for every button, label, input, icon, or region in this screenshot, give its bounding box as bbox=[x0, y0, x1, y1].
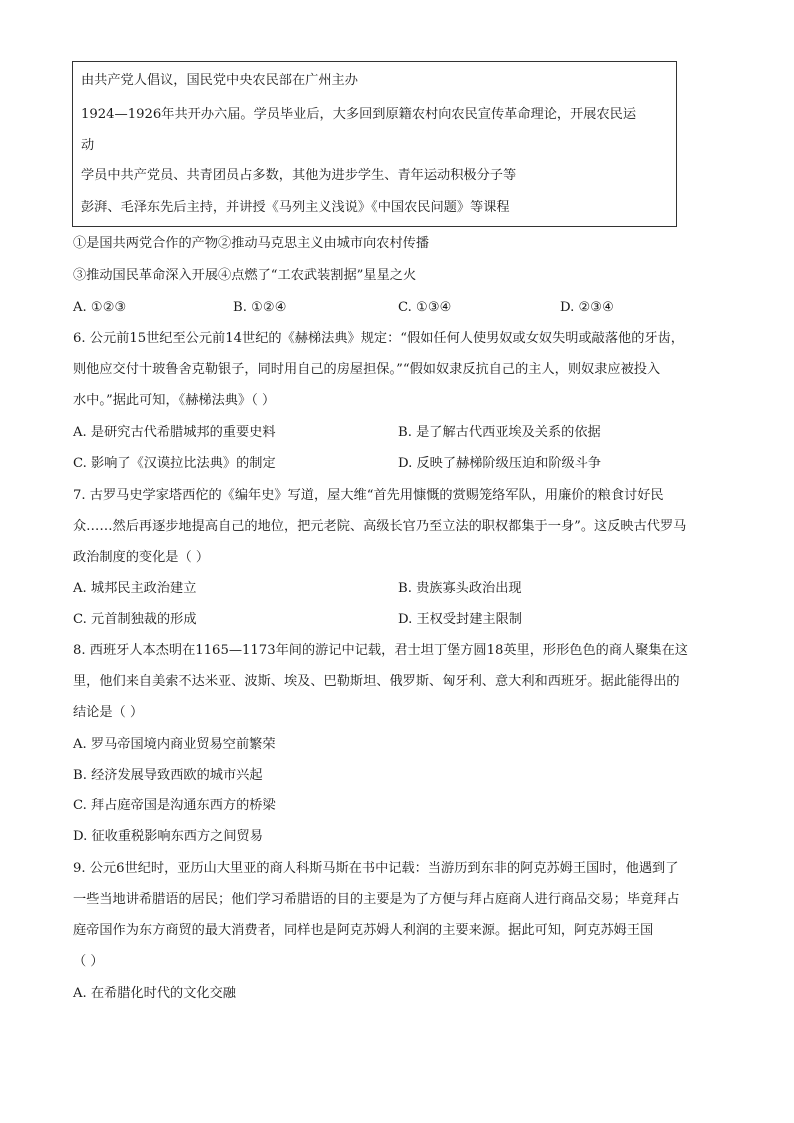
table-row: 由共产党人倡议，国民党中央农民部在广州主办 bbox=[81, 73, 358, 88]
q8-option-c[interactable]: C. 拜占庭帝国是沟通东西方的桥梁 bbox=[73, 798, 276, 813]
q7-stem-line: 7. 古罗马史学家塔西佗的《编年史》写道，屋大维“首先用慷慨的赏赐笼络军队，用廉价的粮食讨好民 bbox=[73, 488, 664, 503]
q5-option-b[interactable]: B. ①②④ bbox=[233, 300, 287, 315]
q6-option-a[interactable]: A. 是研究古代希腊城邦的重要史料 bbox=[73, 425, 276, 440]
q6-option-d[interactable]: D. 反映了赫梯阶级压迫和阶级斗争 bbox=[398, 456, 602, 471]
q8-stem-line: 结论是（ ） bbox=[73, 705, 144, 720]
table-row: 彭湃、毛泽东先后主持，并讲授《马列主义浅说》《中国农民问题》等课程 bbox=[81, 200, 510, 215]
q5-option-c[interactable]: C. ①③④ bbox=[398, 300, 452, 315]
q6-stem-line: 则他应交付十玻鲁舍克勒银子，同时用自己的房屋担保。”“假如奴隶反抗自己的主人，则奴隶应被投入 bbox=[73, 362, 661, 377]
q7-option-c[interactable]: C. 元首制独裁的形成 bbox=[73, 612, 197, 627]
table-row: 学员中共产党员、共青团员占多数，其他为进步学生、青年运动积极分子等 bbox=[81, 168, 517, 183]
q8-stem-line: 里，他们来自美索不达米亚、波斯、埃及、巴勒斯坦、俄罗斯、匈牙利、意大利和西班牙。据此能得出的 bbox=[73, 674, 680, 689]
q6-stem-line: 6. 公元前15世纪至公元前14世纪的《赫梯法典》规定：“假如任何人使男奴或女奴失明或敲落他的牙齿， bbox=[73, 331, 684, 346]
q6-option-c[interactable]: C. 影响了《汉谟拉比法典》的制定 bbox=[73, 456, 276, 471]
q5-statement-1: ①是国共两党合作的产物②推动马克思主义由城市向农村传播 bbox=[73, 236, 430, 251]
table-row: 动 bbox=[81, 138, 95, 153]
q9-stem-line: 一些当地讲希腊语的居民；他们学习希腊语的目的主要是为了方便与拜占庭商人进行商品交易；毕竟拜占 bbox=[73, 892, 680, 907]
q7-stem-line: 众……然后再逐步地提高自己的地位，把元老院、高级长官乃至立法的职权都集于一身”。这反映古代罗马 bbox=[73, 519, 687, 534]
q8-stem-line: 8. 西班牙人本杰明在1165—1173年间的游记中记载，君士坦丁堡方圆18英里，形形色色的商人聚集在这 bbox=[73, 643, 688, 658]
q7-stem-line: 政治制度的变化是（ ） bbox=[73, 550, 210, 565]
q5-option-a[interactable]: A. ①②③ bbox=[73, 300, 127, 315]
q5-statement-2: ③推动国民革命深入开展④点燃了“工农武装割据”星星之火 bbox=[73, 268, 417, 283]
q8-option-d[interactable]: D. 征收重税影响东西方之间贸易 bbox=[73, 829, 263, 844]
q9-stem-line: 庭帝国作为东方商贸的最大消费者，同样也是阿克苏姆人利润的主要来源。据此可知，阿克苏姆王国 bbox=[73, 923, 654, 938]
q6-stem-line: 水中。”据此可知，《赫梯法典》（ ） bbox=[73, 393, 276, 408]
q9-stem-line: 9. 公元6世纪时，亚历山大里亚的商人科斯马斯在书中记载：当游历到东非的阿克苏姆王国时，他遇到了 bbox=[73, 861, 679, 876]
q7-option-d[interactable]: D. 王权受封建主限制 bbox=[398, 612, 522, 627]
q7-option-b[interactable]: B. 贵族寡头政治出现 bbox=[398, 581, 522, 596]
q7-option-a[interactable]: A. 城邦民主政治建立 bbox=[73, 581, 197, 596]
q6-option-b[interactable]: B. 是了解古代西亚埃及关系的依据 bbox=[398, 425, 601, 440]
q9-stem-line: （ ） bbox=[73, 954, 104, 969]
info-table bbox=[72, 61, 677, 227]
q8-option-a[interactable]: A. 罗马帝国境内商业贸易空前繁荣 bbox=[73, 737, 276, 752]
table-row: 1924—1926年共开办六届。学员毕业后，大多回到原籍农村向农民宣传革命理论，开展农民运 bbox=[81, 107, 637, 122]
q8-option-b[interactable]: B. 经济发展导致西欧的城市兴起 bbox=[73, 768, 263, 783]
q9-option-a[interactable]: A. 在希腊化时代的文化交融 bbox=[73, 986, 236, 1001]
q5-option-d[interactable]: D. ②③④ bbox=[560, 300, 614, 315]
